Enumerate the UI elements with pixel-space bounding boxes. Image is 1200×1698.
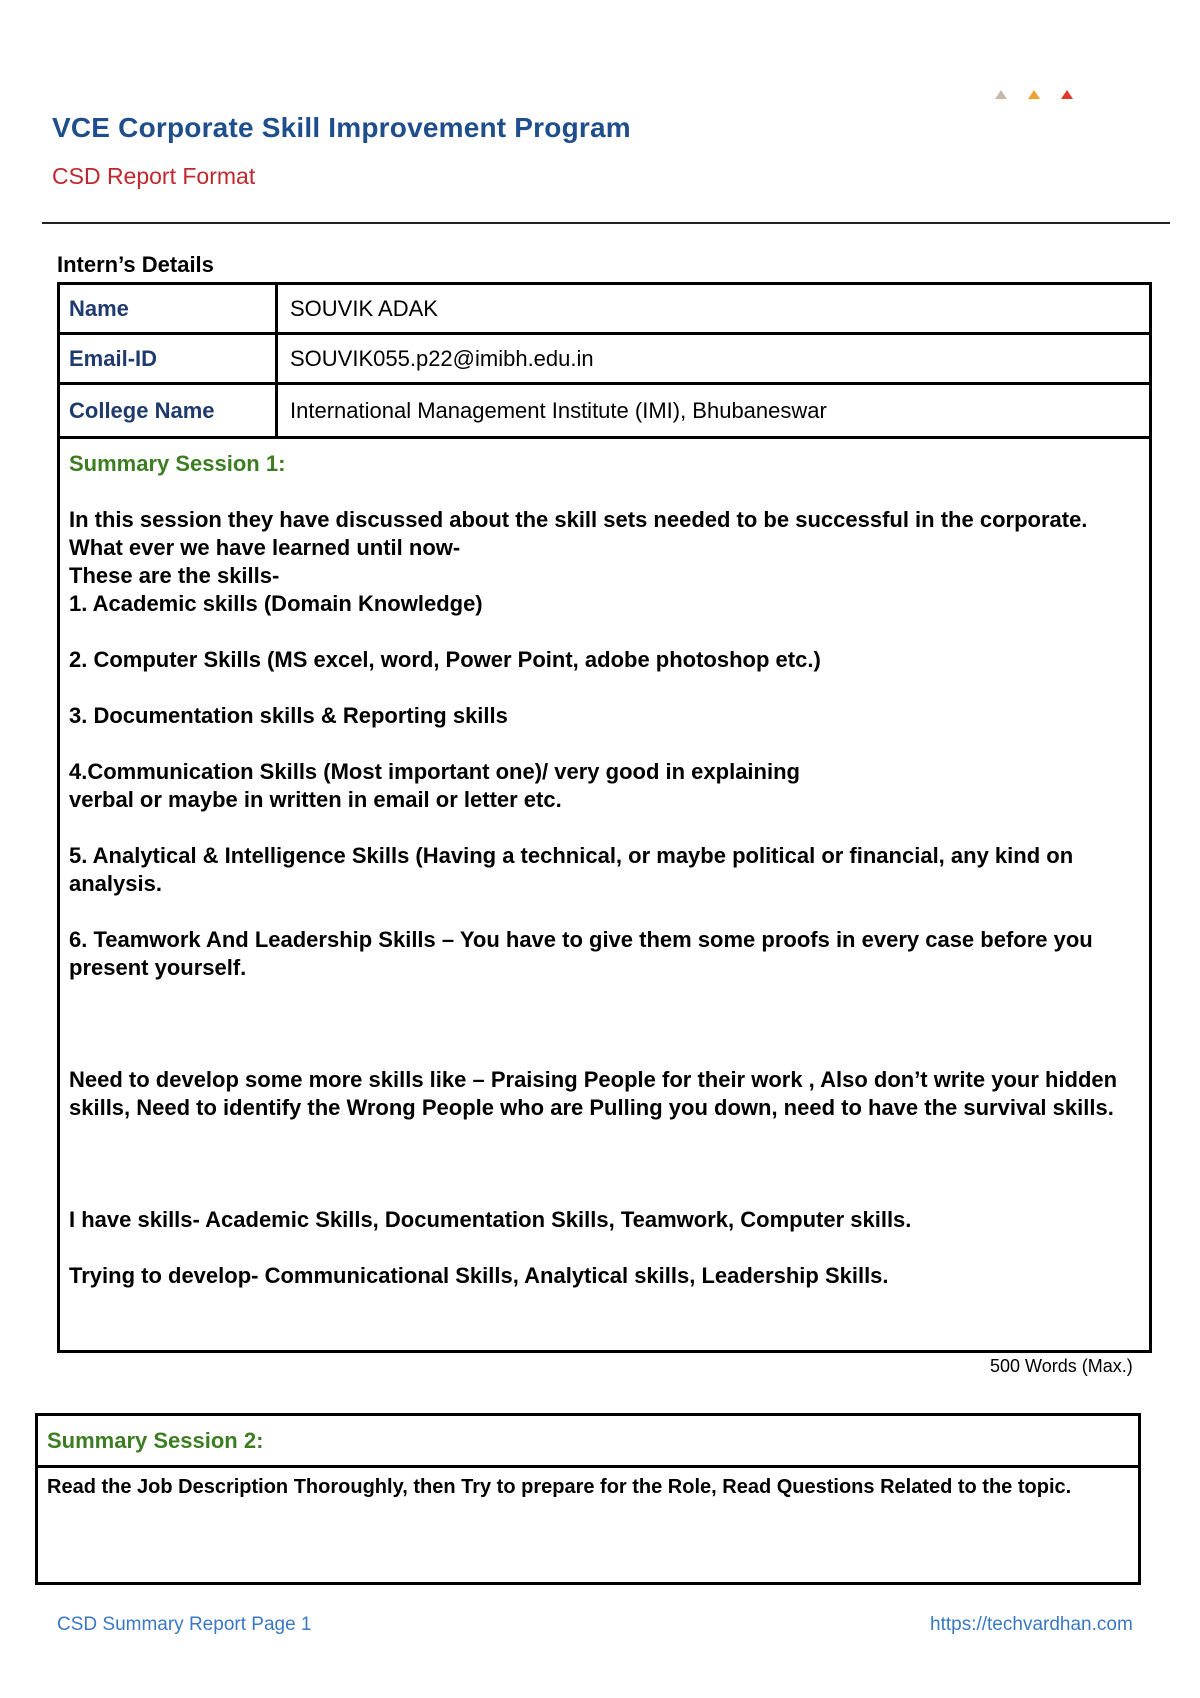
develop-more-skills: Need to develop some more skills like – Praising People for their work , Also don’t write your hidden skills, Need to identify the Wrong People who are Pulling you down, need to have the survival skills. [69,1067,1118,1120]
summary-session-2-box [35,1413,1141,1585]
summary-session-1 [69,450,1129,1290]
page-title: VCE Corporate Skill Improvement Program [52,112,631,143]
skill-item: 1. Academic skills (Domain Knowledge) [69,591,483,616]
summary-session-2-body: Read the Job Description Thoroughly, then Try to prepare for the Role, Read Questions Related to the topic. [47,1476,1072,1498]
logo-triangle-icon [995,90,1007,99]
header-divider [42,222,1170,224]
summary-session-1-title: Summary Session 1: [69,451,286,476]
word-limit-note: 500 Words (Max.) [990,1356,1133,1376]
skill-item: 4.Communication Skills (Most important one)/ very good in explaining verbal or maybe in written in email or letter etc. [69,759,800,812]
name-value: SOUVIK ADAK [290,295,438,321]
footer-url-link[interactable]: https://techvardhan.com [930,1614,1133,1635]
page-subtitle: CSD Report Format [52,163,256,189]
table-row [60,385,1149,439]
logo-triangle-icon [1028,90,1040,99]
brand-logo [995,90,1085,104]
have-skills: I have skills- Academic Skills, Documentation Skills, Teamwork, Computer skills. [69,1207,912,1232]
table-row [60,285,1149,335]
logo-triangle-icon [1061,90,1073,99]
name-label: Name [60,285,278,332]
interns-details-label: Intern’s Details [57,252,214,277]
summary-session-2-title: Summary Session 2: [38,1416,1138,1468]
skill-item: 3. Documentation skills & Reporting skills [69,703,508,728]
college-value: International Management Institute (IMI), Bhubaneswar [290,397,827,423]
college-label: College Name [60,385,278,436]
summary-intro: In this session they have discussed about the skill sets needed to be successful in the corporate. What ever we have learned until now- [69,507,1088,560]
email-value: SOUVIK055.p22@imibh.edu.in [290,345,594,371]
skill-item: 2. Computer Skills (MS excel, word, Power Point, adobe photoshop etc.) [69,647,821,672]
skill-item: 6. Teamwork And Leadership Skills – You have to give them some proofs in every case before you present yourself. [69,927,1093,980]
footer-page-label: CSD Summary Report Page 1 [57,1614,312,1635]
interns-details-table [57,282,1152,1353]
table-row [60,335,1149,385]
skills-heading: These are the skills- [69,563,280,588]
trying-to-develop: Trying to develop- Communicational Skills, Analytical skills, Leadership Skills. [69,1263,889,1288]
skill-item: 5. Analytical & Intelligence Skills (Having a technical, or maybe political or financial, any kind on analysis. [69,843,1074,896]
email-label: Email-ID [60,335,278,382]
